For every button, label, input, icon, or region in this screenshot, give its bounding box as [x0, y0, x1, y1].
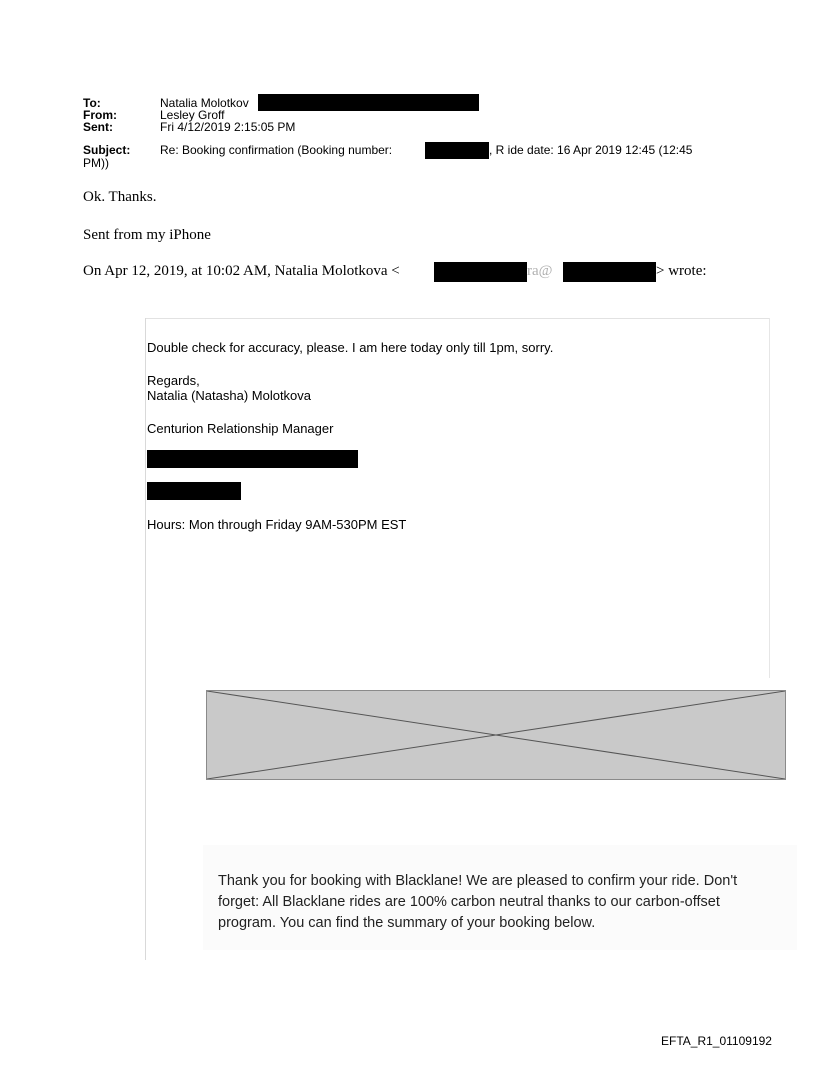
sent-value: Fri 4/12/2019 2:15:05 PM — [160, 120, 296, 134]
redaction-box — [147, 450, 358, 468]
from-value: Lesley Groff — [160, 108, 225, 122]
hours-text: Hours: Mon through Friday 9AM-530PM EST — [147, 517, 407, 532]
redaction-box — [258, 94, 479, 111]
subject-label: Subject: — [83, 143, 131, 157]
quote-intro-suffix: > wrote: — [656, 263, 707, 279]
blacklane-line: program. You can find the summary of your booking below. — [218, 915, 596, 931]
redaction-box — [563, 262, 656, 282]
sender-name: Natalia (Natasha) Molotkova — [147, 388, 312, 403]
from-label: From: — [83, 108, 117, 122]
blacklane-line: forget: All Blacklane rides are 100% carbon neutral thanks to our carbon-offset — [218, 894, 720, 910]
redaction-box — [434, 262, 527, 282]
quoted-line: Double check for accuracy, please. I am here today only till 1pm, sorry. — [147, 340, 554, 355]
quote-border — [145, 318, 770, 319]
sent-label: Sent: — [83, 120, 113, 134]
redaction-box — [425, 142, 489, 159]
quote-intro-prefix: On Apr 12, 2019, at 10:02 AM, Natalia Molotkova < — [83, 263, 400, 279]
subject-value-part2: , R ide date: 16 Apr 2019 12:45 (12:45 — [489, 143, 693, 157]
image-placeholder — [206, 690, 786, 780]
broken-image-icon — [207, 691, 785, 779]
quote-border — [769, 318, 770, 678]
signature-text: Sent from my iPhone — [83, 227, 211, 243]
document-id: EFTA_R1_01109192 — [661, 1034, 772, 1048]
to-label: To: — [83, 96, 101, 110]
regards-text: Regards, — [147, 373, 200, 388]
sender-title: Centurion Relationship Manager — [147, 421, 334, 436]
quote-email-fragment: ra@ — [527, 263, 553, 279]
subject-value-part1: Re: Booking confirmation (Booking number: — [160, 143, 393, 157]
to-value: Natalia Molotkov — [160, 96, 249, 110]
blacklane-line: Thank you for booking with Blacklane! We are pleased to confirm your ride. Don't — [218, 873, 738, 889]
reply-text: Ok. Thanks. — [83, 189, 157, 205]
subject-value-part3: PM)) — [83, 156, 109, 170]
quote-border — [145, 318, 146, 960]
redaction-box — [147, 482, 241, 500]
blacklane-message — [218, 871, 788, 934]
